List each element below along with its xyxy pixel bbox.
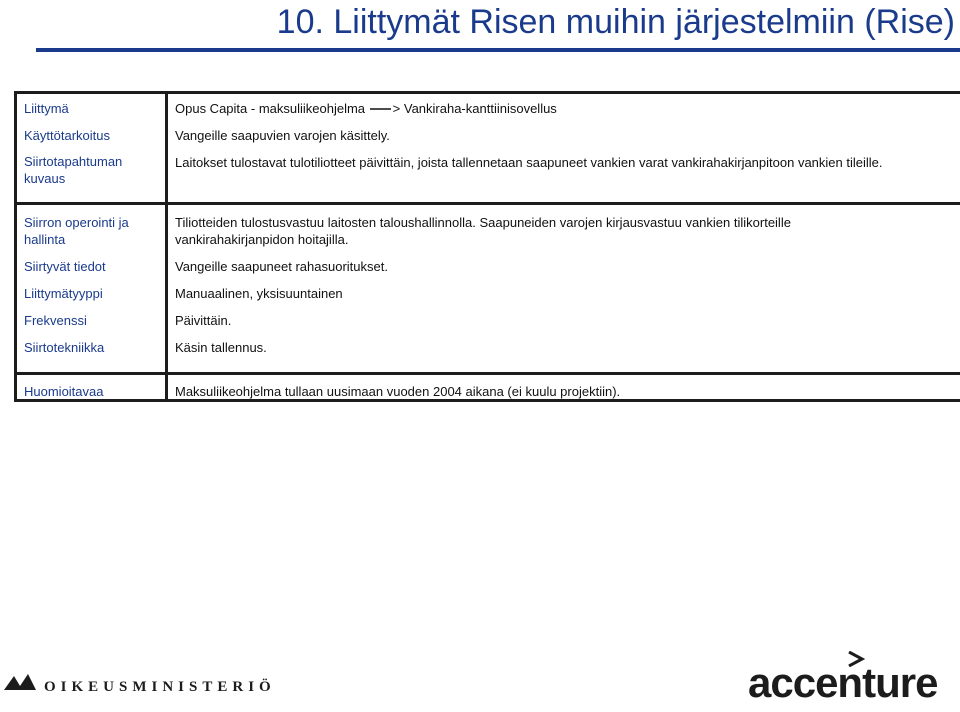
label-huomioitavaa: Huomioitavaa bbox=[24, 384, 104, 399]
row-separator-1 bbox=[17, 202, 960, 205]
label-siirron-operointi: Siirron operointi ja hallinta bbox=[24, 215, 129, 247]
label-siirtotapahtuman-kuvaus: Siirtotapahtuman kuvaus bbox=[24, 154, 123, 186]
value-liittyma-source: Opus Capita - maksuliikeohjelma bbox=[175, 101, 366, 116]
value-frekvenssi: Päivittäin. bbox=[175, 313, 232, 328]
ministry-logo-text: OIKEUSMINISTERIÖ bbox=[44, 679, 276, 695]
label-liittyma: Liittymä bbox=[24, 101, 69, 116]
label-liittymatyyppi: Liittymätyyppi bbox=[24, 286, 103, 301]
label-frekvenssi: Frekvenssi bbox=[24, 313, 87, 328]
interface-table bbox=[14, 91, 960, 402]
value-liittymatyyppi: Manuaalinen, yksisuuntainen bbox=[175, 286, 343, 301]
value-siirtotekniikka: Käsin tallennus. bbox=[175, 340, 267, 355]
label-siirtyvat-tiedot: Siirtyvät tiedot bbox=[24, 259, 106, 274]
accenture-logo-text: accenture bbox=[748, 659, 938, 706]
value-liittyma-target: > Vankiraha-kanttiinisovellus bbox=[392, 101, 557, 116]
page-title: 10. Liittymät Risen muihin järjestelmiin (Rise) bbox=[276, 3, 955, 41]
value-kayttotarkoitus: Vangeille saapuvien varojen käsittely. bbox=[175, 128, 390, 143]
arrow-right-icon bbox=[369, 103, 393, 115]
value-siirtyvat-tiedot: Vangeille saapuneet rahasuoritukset. bbox=[175, 259, 388, 274]
label-siirtotekniikka: Siirtotekniikka bbox=[24, 340, 105, 355]
row-separator-2 bbox=[17, 372, 960, 375]
value-siirtotapahtuman-kuvaus: Laitokset tulostavat tulotiliotteet päivittäin, joista tallennetaan saapuneet vankien varat vankirahakirjanpitoon vankien tileille. bbox=[175, 155, 883, 170]
label-kayttotarkoitus: Käyttötarkoitus bbox=[24, 128, 110, 143]
value-liittyma bbox=[175, 100, 955, 117]
value-siirron-operointi: Tiliotteiden tulostusvastuu laitosten taloushallinnolla. Saapuneiden varojen kirjausvastuu vankien tilikorteille vankirahakirjanpidon hoitajilla. bbox=[175, 215, 791, 247]
title-underline bbox=[36, 48, 960, 52]
value-huomioitavaa: Maksuliikeohjelma tullaan uusimaan vuoden 2004 aikana (ei kuulu projektiin). bbox=[175, 384, 621, 399]
column-separator bbox=[165, 94, 168, 399]
